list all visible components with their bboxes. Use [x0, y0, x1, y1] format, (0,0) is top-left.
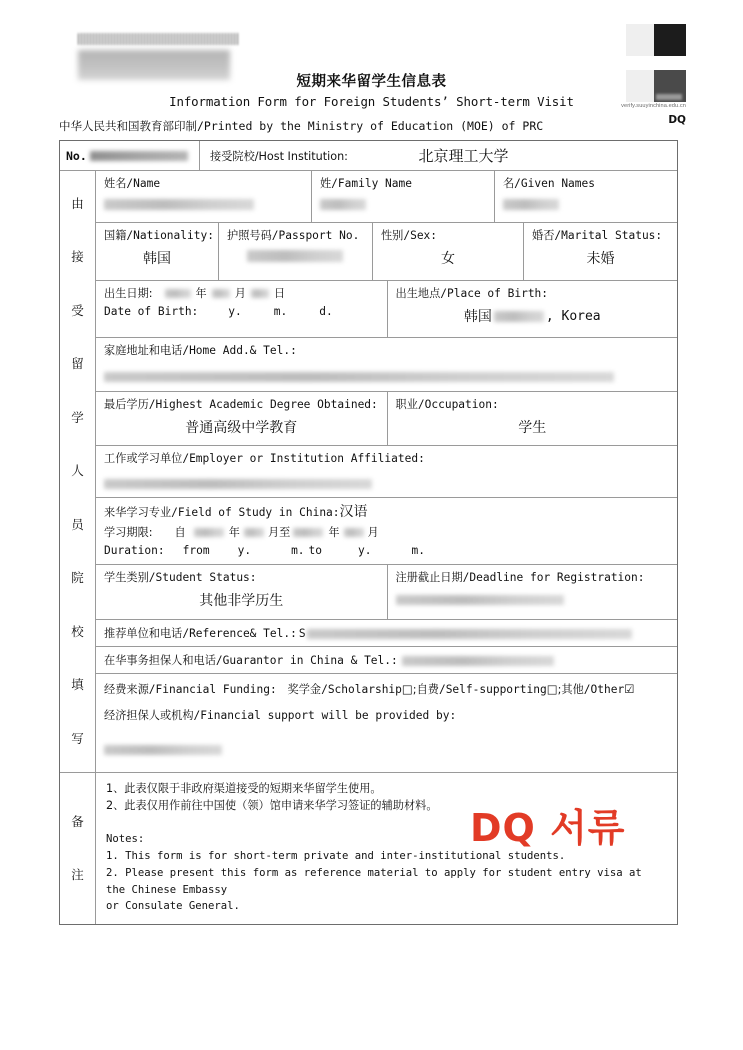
given-name-cell [494, 171, 677, 222]
home-address-label [104, 343, 669, 358]
form-row-home-address [96, 338, 677, 392]
side-char-7: 院 [71, 570, 84, 586]
redacted-duration-end-month [344, 528, 364, 537]
qr-light-half-2 [626, 70, 654, 102]
form-number-cell [60, 141, 200, 170]
document-header [0, 0, 743, 140]
financial-support-label-cn: 经济担保人或机构 [104, 708, 194, 722]
printed-by-chinese: 中华人民共和国教育部印制 [59, 119, 197, 133]
nationality-label-en: /Nationality: [126, 229, 214, 242]
date-of-birth-label-cn-line [104, 286, 379, 301]
duration-from-en: from [182, 544, 210, 557]
redacted-registration-deadline [396, 595, 564, 605]
self-supporting-label-en: /Self-supporting [438, 683, 547, 696]
employer-label [104, 451, 669, 466]
side-char-5: 人 [71, 463, 84, 479]
qr-dark-half [654, 24, 686, 56]
redacted-duration-start-month [244, 528, 264, 537]
occupation-value: 学生 [518, 420, 547, 437]
form-row-degree [96, 392, 677, 446]
qr-code-secondary-icon [626, 70, 686, 100]
redacted-form-number [90, 151, 188, 161]
nationality-value: 韩国 [143, 251, 171, 268]
remarks-content [96, 773, 677, 924]
page-title-english: Information Form for Foreign Students’ Short-term Visit [169, 94, 574, 109]
redacted-birth-month [212, 289, 230, 298]
place-of-birth-cell [387, 281, 678, 337]
other-funding-label-en: /Other [583, 683, 625, 696]
notes-en-2: 2. Please present this form as reference material to apply for student entry visa at the Chinese Embassy [106, 866, 642, 896]
no-label: No. [66, 148, 87, 163]
nationality-label-cn: 国籍 [104, 229, 127, 242]
highest-degree-label [104, 397, 379, 412]
marital-status-value: 未婚 [586, 251, 615, 268]
sex-label-cn: 性别 [380, 229, 404, 242]
printed-by-english: /Printed by the Ministry of Education (MOE) of PRC [197, 119, 544, 133]
notes-en-2b: or Consulate General. [106, 900, 240, 913]
notes-title: Notes: [106, 832, 145, 845]
form-row-student-status [96, 565, 677, 620]
sex-label [381, 228, 515, 243]
verify-url-text: verify.suuyinchina.edu.cn [621, 103, 686, 109]
redacted-employer [104, 479, 372, 489]
reference-cell [96, 620, 677, 646]
date-of-birth-label-cn: 出生日期: [104, 287, 153, 300]
passport-label-en: /Passport No. [271, 229, 360, 242]
redacted-birth-day [251, 289, 269, 298]
name-label-cn: 姓名 [104, 177, 127, 190]
form-row-name [96, 171, 677, 223]
form-row-birth [96, 281, 677, 338]
student-information-form [59, 140, 678, 925]
highest-degree-cell [96, 392, 387, 445]
birth-day-unit-en: d. [319, 305, 333, 319]
marital-status-label-cn: 婚否 [532, 229, 555, 242]
redacted-home-address [104, 372, 614, 382]
qr-code-icon [626, 24, 686, 56]
reference-value-prefix: S [298, 627, 306, 640]
form-row-guarantor [96, 647, 677, 674]
occupation-label-en: /Occupation: [417, 398, 499, 411]
nationality-cell [96, 223, 218, 280]
remarks-cn-2: 2、此表仅用作前往中国使（领）馆申请来华学习签证的辅助材料。 [106, 799, 438, 813]
side-char-4: 学 [71, 409, 84, 425]
employer-label-en: /Employer or Institution Affiliated: [182, 452, 425, 465]
redacted-passport-number [247, 250, 343, 262]
home-address-label-en: /Home Add.& Tel.: [182, 344, 297, 357]
remarks-side-label [60, 773, 96, 924]
scholarship-label-en: /Scholarship [321, 683, 402, 696]
occupation-label [396, 397, 670, 412]
family-name-label-cn: 姓 [319, 177, 332, 190]
student-status-label [104, 570, 379, 585]
form-row-reference [96, 620, 677, 647]
highest-degree-label-cn: 最后学历 [104, 398, 149, 411]
form-row-field-of-study [96, 498, 677, 565]
qr-light-half [626, 24, 654, 56]
redacted-guarantor-value [402, 656, 554, 666]
duration-year-unit-en: y. [237, 544, 252, 557]
host-institution-cell [200, 141, 677, 170]
guarantor-cell [96, 647, 677, 673]
form-row-nationality [96, 223, 677, 281]
birth-month-unit-en: m. [273, 305, 288, 319]
given-name-label [503, 176, 669, 191]
duration-label-en-line [104, 543, 669, 558]
date-of-birth-label-en: Date of Birth: [104, 305, 199, 319]
redacted-birth-year [165, 289, 191, 298]
duration-year2-unit-en: y. [358, 544, 372, 557]
qr-dark-half-2 [654, 70, 686, 102]
redacted-barcode [78, 33, 240, 45]
vertical-side-label [60, 171, 96, 772]
duration-month-unit-en: m. [291, 544, 305, 557]
occupation-label-cn: 职业 [395, 398, 418, 411]
self-supporting-label-cn: 自费 [416, 683, 439, 696]
family-name-label [320, 176, 486, 191]
employer-cell [96, 446, 677, 497]
registration-deadline-label-cn: 注册截止日期 [395, 571, 463, 584]
field-of-study-label [104, 503, 669, 522]
side-char-9: 填 [71, 677, 84, 693]
notes-en-1: 1. This form is for short-term private and inter-institutional students. [106, 849, 566, 862]
redacted-reference-value [307, 629, 632, 639]
given-name-label-en: /Given Names [514, 177, 595, 190]
home-address-value-field[interactable] [104, 370, 669, 381]
place-of-birth-suffix: , Korea [545, 308, 601, 324]
funding-separator-1: ; [412, 683, 417, 696]
remarks-side-char-1: 备 [71, 813, 84, 829]
name-value-field[interactable] [104, 197, 303, 208]
student-status-value: 其他非学历生 [199, 593, 284, 610]
form-row-employer [96, 446, 677, 498]
place-of-birth-value [396, 306, 670, 326]
home-address-label-cn: 家庭地址和电话 [104, 344, 183, 357]
duration-label-cn-line [104, 525, 669, 540]
form-body [60, 171, 677, 772]
date-of-birth-label-en-line [104, 304, 379, 319]
other-funding-label-cn: 其他 [561, 683, 584, 696]
duration-label-en: Duration: [104, 544, 165, 557]
verification-block [598, 24, 686, 126]
verify-dq-label: DQ [668, 114, 686, 126]
funding-separator-2: ; [557, 683, 562, 696]
name-cell [96, 171, 311, 222]
form-row-funding [96, 674, 677, 772]
registration-deadline-label [396, 570, 670, 585]
passport-value-field[interactable] [227, 248, 364, 264]
employer-value-field[interactable] [104, 477, 669, 488]
highest-degree-label-en: /Highest Academic Degree Obtained: [148, 398, 378, 411]
guarantor-label-en: /Guarantor in China & Tel.: [215, 653, 398, 667]
birth-day-unit-cn: 日 [273, 287, 286, 300]
form-row-host-institution [60, 141, 677, 171]
home-address-cell [96, 338, 677, 391]
guarantor-label-cn: 在华事务担保人和电话 [104, 653, 216, 667]
redacted-duration-start-year [194, 528, 224, 537]
reference-label [104, 626, 297, 641]
field-of-study-label-cn: 来华学习专业 [104, 506, 172, 519]
occupation-cell [387, 392, 678, 445]
sex-value: 女 [440, 251, 455, 268]
marital-status-label-en: /Marital Status: [554, 229, 663, 242]
side-char-10: 写 [71, 730, 84, 746]
side-char-2: 受 [71, 302, 84, 318]
highest-degree-value: 普通高级中学教育 [185, 420, 298, 437]
student-status-label-en: /Student Status: [148, 571, 257, 584]
redacted-duration-end-year [293, 528, 323, 537]
duration-month-unit-cn: 月 [267, 525, 280, 539]
duration-month2-unit-en: m. [411, 544, 425, 557]
registration-deadline-cell [387, 565, 678, 619]
dq-stamp-overlay: DQ 서류 [470, 806, 626, 850]
given-name-label-cn: 名 [502, 177, 515, 190]
birth-year-unit-en: y. [228, 305, 242, 319]
other-funding-checkbox[interactable]: ☑ [624, 682, 635, 696]
birth-year-unit-cn: 年 [195, 287, 207, 300]
financial-support-label-en: /Financial support will be provided by: [193, 708, 457, 722]
duration-from-cn: 自 [174, 525, 186, 539]
self-supporting-checkbox[interactable]: □ [546, 682, 558, 696]
name-label-en: /Name [126, 177, 161, 190]
funding-label-en: /Financial Funding: [148, 683, 277, 696]
host-institution-value: 北京理工大学 [418, 147, 509, 165]
place-of-birth-label-cn: 出生地点 [395, 287, 441, 300]
sex-cell [372, 223, 523, 280]
family-name-value-field[interactable] [320, 197, 486, 208]
guarantor-label [104, 653, 398, 668]
student-status-label-cn: 学生类别 [104, 571, 149, 584]
student-status-cell [96, 565, 387, 619]
page-title-chinese: 短期来华留学生信息表 [296, 74, 447, 90]
name-label [104, 176, 303, 191]
place-of-birth-label [396, 286, 670, 301]
financial-support-label [104, 708, 669, 723]
redacted-financial-support [104, 745, 222, 755]
place-of-birth-prefix: 韩国 [463, 309, 492, 326]
sex-label-en: /Sex: [403, 229, 438, 242]
duration-to-en: to [308, 544, 323, 557]
duration-label-cn: 学习期限: [104, 525, 153, 539]
employer-label-cn: 工作或学习单位 [104, 452, 183, 465]
registration-deadline-value-field[interactable] [396, 593, 670, 604]
redacted-given-name-value [503, 199, 559, 210]
duration-year2-unit-cn: 年 [328, 525, 340, 539]
duration-to-cn: 至 [279, 525, 291, 539]
side-char-1: 接 [71, 249, 84, 265]
passport-cell [218, 223, 372, 280]
field-of-study-value: 汉语 [339, 504, 368, 520]
redacted-name-value [104, 199, 254, 210]
funding-label-cn: 经费来源 [104, 683, 149, 696]
marital-status-label [532, 228, 669, 243]
field-of-study-label-en: /Field of Study in China: [171, 506, 340, 519]
printed-by-line [59, 118, 543, 134]
side-char-8: 校 [71, 623, 84, 639]
given-name-value-field[interactable] [503, 197, 669, 208]
reference-label-cn: 推荐单位和电话 [104, 626, 183, 640]
funding-label-line [104, 682, 669, 698]
scholarship-checkbox[interactable]: □ [401, 682, 413, 696]
duration-month2-unit-cn: 月 [367, 525, 379, 539]
host-institution-label: 接受院校/Host Institution: [210, 149, 348, 163]
remarks-cn-1: 1、此表仅限于非政府渠道接受的短期来华留学生使用。 [106, 782, 382, 795]
date-of-birth-cell [96, 281, 387, 337]
redacted-family-name-value [320, 199, 366, 210]
scholarship-label-cn: 奖学金 [287, 683, 322, 696]
field-of-study-cell [96, 498, 677, 564]
side-char-0: 由 [71, 195, 84, 211]
family-name-cell [311, 171, 494, 222]
financial-support-value-field[interactable] [104, 743, 669, 754]
funding-cell [96, 674, 677, 772]
side-char-3: 留 [71, 356, 84, 372]
passport-label [227, 228, 364, 243]
place-of-birth-label-en: /Place of Birth: [440, 287, 549, 300]
form-row-remarks [60, 772, 677, 924]
registration-deadline-label-en: /Deadline for Registration: [462, 571, 645, 584]
nationality-label [104, 228, 214, 243]
redacted-birth-city [494, 311, 544, 322]
family-name-label-en: /Family Name [331, 177, 412, 190]
reference-label-en: /Reference& Tel.: [182, 626, 297, 640]
duration-year-unit-cn: 年 [228, 525, 240, 539]
remarks-side-char-2: 注 [71, 867, 84, 883]
passport-label-cn: 护照号码 [227, 229, 272, 242]
marital-status-cell [523, 223, 677, 280]
side-char-6: 员 [71, 516, 84, 532]
birth-month-unit-cn: 月 [234, 287, 246, 300]
